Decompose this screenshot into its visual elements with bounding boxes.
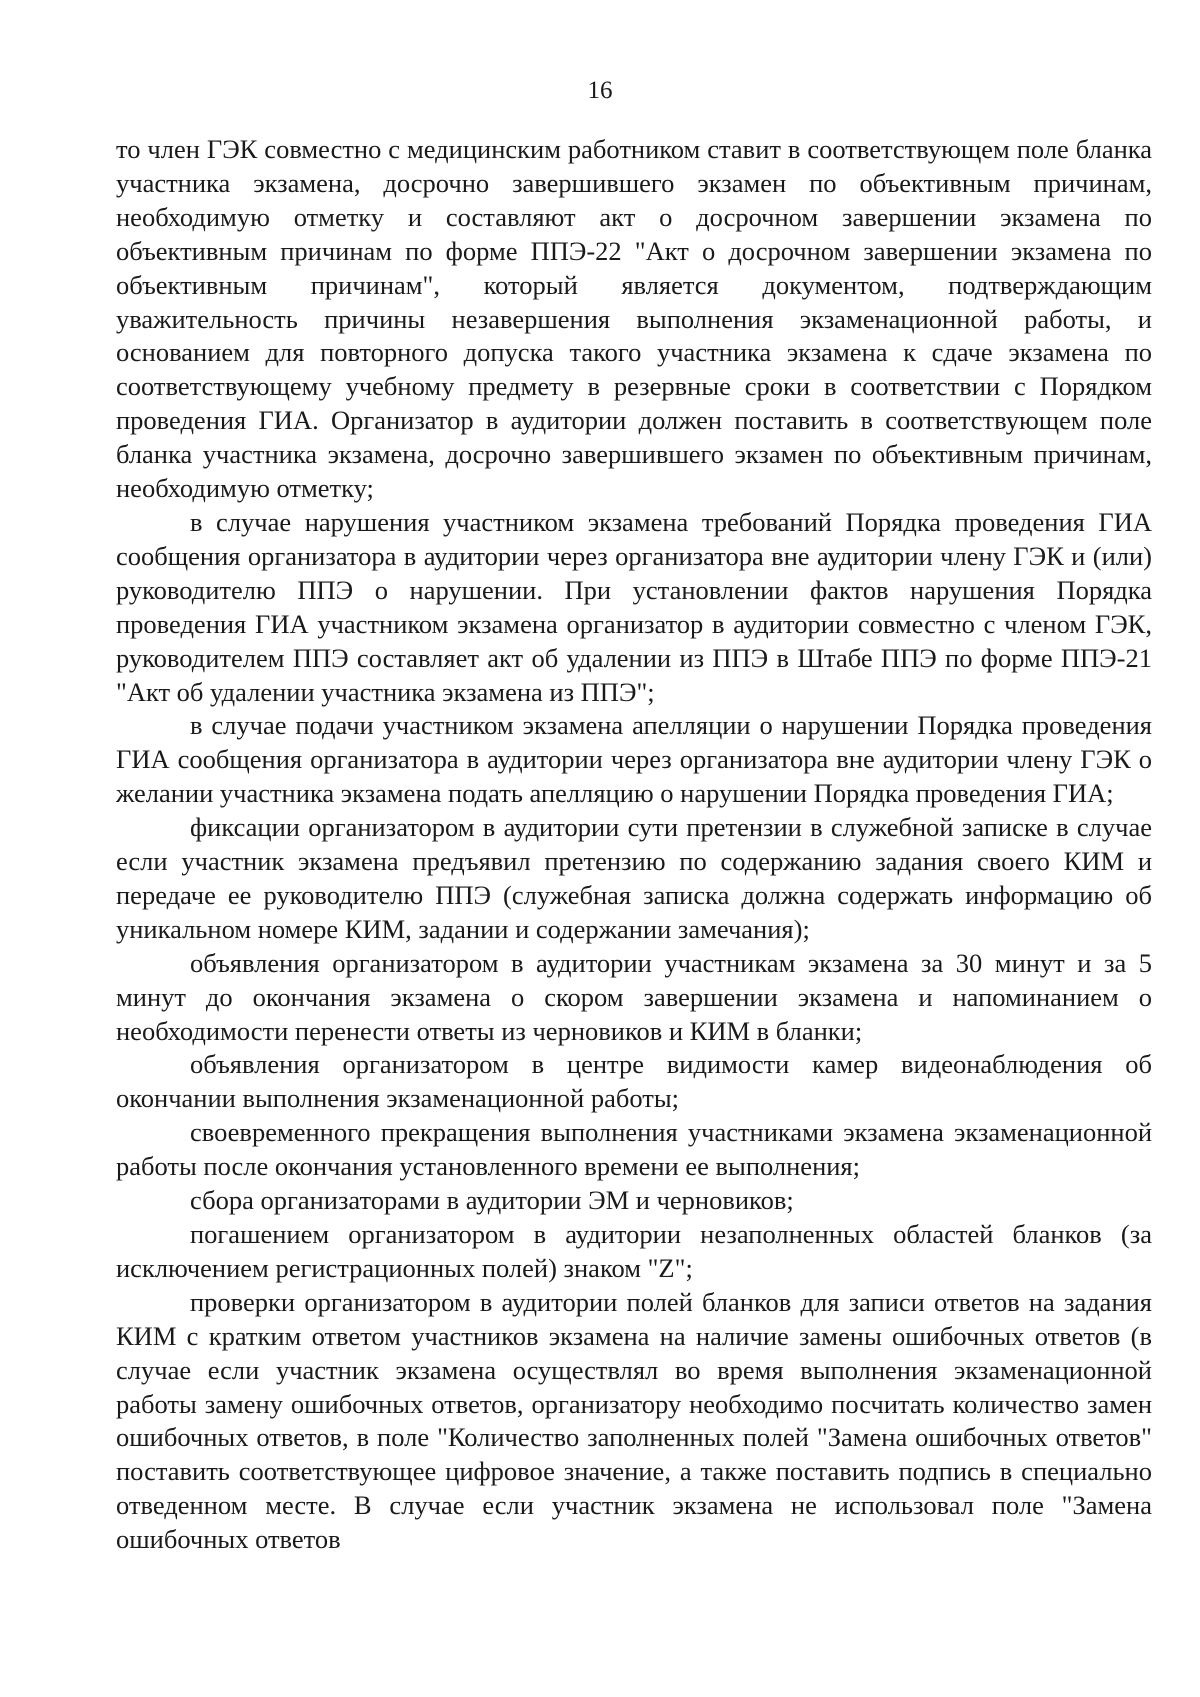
paragraph-end-announcement: объявления организатором в центре видимости камер видеонаблюдения об окончании выполнения экзаменационной работы; — [116, 1049, 1152, 1114]
paragraph-appeal: в случае подачи участником экзамена апелляции о нарушении Порядка проведения ГИА сообщения организатора в аудитории через организатора вне аудитории члену ГЭК о желании участника экзамена подать апелляцию о нарушении Порядка проведения ГИА; — [116, 710, 1152, 809]
paragraph-continuation: то член ГЭК совместно с медицинским работником ставит в соответствующем поле бланка участника экзамена, досрочно завершившего экзамен по объективным причинам, необходимую отметку и составляют акт о досрочном завершении экзамена по объективным причинам по форме ППЭ-22 "Акт о досрочном завершении экзамена по объективным причинам", который является документом, подтверждающим уважительность причины незавершения выполнения экзаменационной работы, и основанием для повторного допуска такого участника экзамена к сдаче экзамена по соответствующему учебному предмету в резервные сроки в соответствии с Порядком проведения ГИА. Организатор в аудитории должен поставить в соответствующем поле бланка участника экзамена, досрочно завершившего экзамен по объективным причинам, необходимую отметку; — [116, 134, 1152, 504]
paragraph-answer-check: проверки организатором в аудитории полей бланков для записи ответов на задания КИМ с кратким ответом участников экзамена на наличие замены ошибочных ответов (в случае если участник экзамена осуществлял во время выполнения экзаменационной работы замену ошибочных ответов, организатору необходимо посчитать количество замен ошибочных ответов, в поле "Количество заполненных полей "Замена ошибочных ответов" поставить соответствующее цифровое значение, а также поставить подпись в специально отведенном месте. В случае если участник экзамена не использовал поле "Замена ошибочных ответов — [116, 1286, 1152, 1555]
page-number: 16 — [587, 77, 613, 104]
paragraph-z-mark: погашением организатором в аудитории незаполненных областей бланков (за исключением регистрационных полей) знаком "Z"; — [116, 1219, 1152, 1283]
paragraph-stop-work: своевременного прекращения выполнения участниками экзамена экзаменационной работы после окончания установленного времени ее выполнения; — [116, 1117, 1152, 1182]
document-body — [116, 133, 1152, 1557]
paragraph-collect-materials: сбора организаторами в аудитории ЭМ и черновиков; — [190, 1185, 794, 1216]
paragraph-claim-record: фиксации организатором в аудитории сути претензии в служебной записке в случае если участник экзамена предъявил претензию по содержанию задания своего КИМ и передаче ее руководителю ППЭ (служебная записка должна содержать информацию об уникальном номере КИМ, задании и содержании замечания); — [116, 812, 1152, 944]
paragraph-time-announcement: объявления организатором в аудитории участникам экзамена за 30 минут и за 5 минут до окончания экзамена о скором завершении экзамена и напоминанием о необходимости перенести ответы из черновиков и КИМ в бланки; — [116, 947, 1152, 1046]
paragraph-violation-report: в случае нарушения участником экзамена требований Порядка проведения ГИА сообщения организатора в аудитории через организатора вне аудитории члену ГЭК и (или) руководителю ППЭ о нарушении. При установлении фактов нарушения Порядка проведения ГИА участником экзамена организатор в аудитории совместно с членом ГЭК, руководителем ППЭ составляет акт об удалении из ППЭ в Штабе ППЭ по форме ППЭ-21 "Акт об удалении участника экзамена из ППЭ"; — [116, 506, 1152, 707]
